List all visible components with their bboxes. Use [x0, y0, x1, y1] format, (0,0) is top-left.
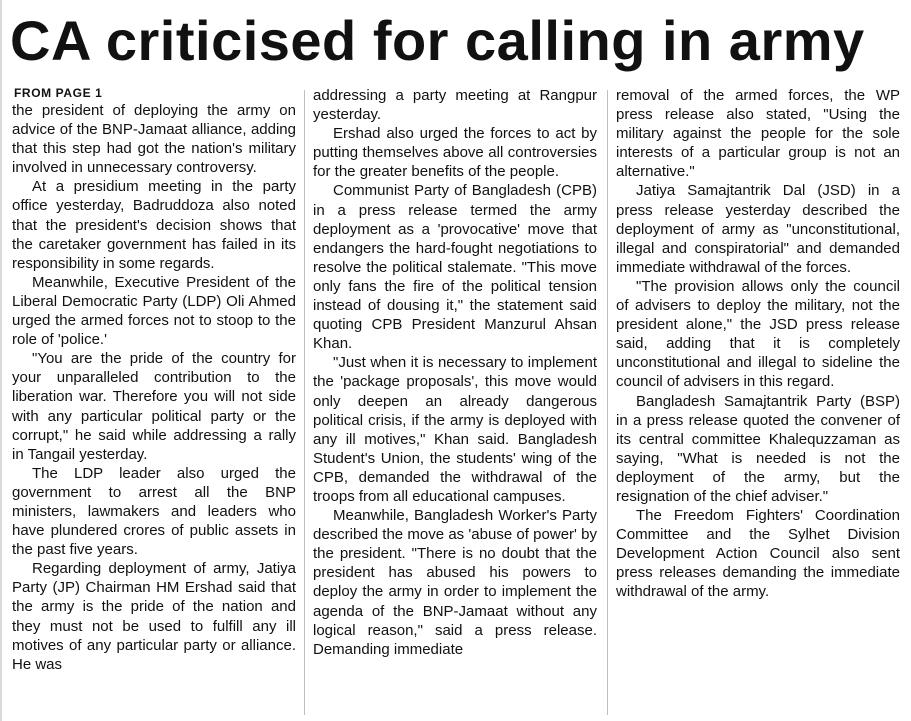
paragraph: At a presidium meeting in the party office yesterday, Badruddoza also noted that the president's decision shows that the caretaker government has failed in its responsibility in some regards. [12, 178, 296, 272]
dateline: FROM PAGE 1 [14, 86, 103, 100]
column-divider [607, 90, 608, 715]
paragraph: addressing a party meeting at Rangpur yesterday. [313, 87, 597, 124]
headline: CA criticised for calling in army [10, 9, 865, 72]
paragraph: Meanwhile, Executive President of the Liberal Democratic Party (LDP) Oli Ahmed urged the armed forces not to stoop to the role of 'police.' [12, 273, 296, 349]
article-column-1 [12, 86, 296, 674]
paragraph: Communist Party of Bangladesh (CPB) in a press release termed the army deployment as a 'provocative' move that endangers the hard-fought negotiations to resolve the political stalemate. "This move only fans the fire of the political tension instead of dousing it," the statement said quoting CPB President Manzurul Ahsan Khan. [313, 182, 597, 353]
paragraph: Bangladesh Samajtantrik Party (BSP) in a press release quoted the convener of its central committee Khalequzzaman as saying, "What is needed is not the deployment of the army, but the resignation of the chief adviser." [616, 392, 900, 505]
column-divider [304, 90, 305, 715]
paragraph: Jatiya Samajtantrik Dal (JSD) in a press release yesterday described the deployment of army as "unconstitutional, illegal and conspiratorial" and demanded immediate withdrawal of the forces. [616, 182, 900, 276]
paragraph: removal of the armed forces, the WP press release also stated, "Using the military against the people for the sole interests of a particular group is not an alternative." [616, 87, 900, 181]
paragraph: the president of deploying the army on advice of the BNP-Jamaat alliance, adding that this step had got the nation's military involved in unnecessary controversy. [12, 102, 296, 177]
clipping-edge [0, 0, 2, 721]
paragraph: The LDP leader also urged the government to arrest all the BNP ministers, lawmakers and leaders who have plundered crores of public assets in the past five years. [12, 464, 296, 559]
article-column-2 [313, 86, 597, 659]
article-column-3 [616, 86, 900, 602]
paragraph: "You are the pride of the country for your unparalleled contribution to the liberation war. Therefore you will not side with any particular political party or the corrupt," he said while addressing a rally in Tangail yesterday. [12, 350, 296, 463]
paragraph: "The provision allows only the council of advisers to deploy the military, not the president alone," the JSD press release said, adding that it is completely unconstitutional and illegal to sideline the council of advisers in this regard. [616, 277, 900, 391]
paragraph: Regarding deployment of army, Jatiya Party (JP) Chairman HM Ershad said that the army is the pride of the nation and they must not be used to fulfill any ill motives of any particular party or alliance. He was [12, 560, 296, 673]
paragraph: "Just when it is necessary to implement the 'package proposals', this move would only deepen an already dangerous political crisis, if the army is deployed with any ill motives," Khan said. Bangladesh Student's Union, the students' wing of the CPB, demanded the withdrawal of the troops from all educational campuses. [313, 354, 597, 505]
paragraph: Meanwhile, Bangladesh Worker's Party described the move as 'abuse of power' by the president. "There is no doubt that the president has abused his powers to deploy the army in order to implement the agenda of the BNP-Jamaat without any logical reason," said a press release. Demanding immediate [313, 507, 597, 658]
paragraph: Ershad also urged the forces to act by putting themselves above all controversies for the greater benefits of the people. [313, 125, 597, 181]
paragraph: The Freedom Fighters' Coordination Committee and the Sylhet Division Development Action Council also sent press releases demanding the immediate withdrawal of the army. [616, 507, 900, 601]
